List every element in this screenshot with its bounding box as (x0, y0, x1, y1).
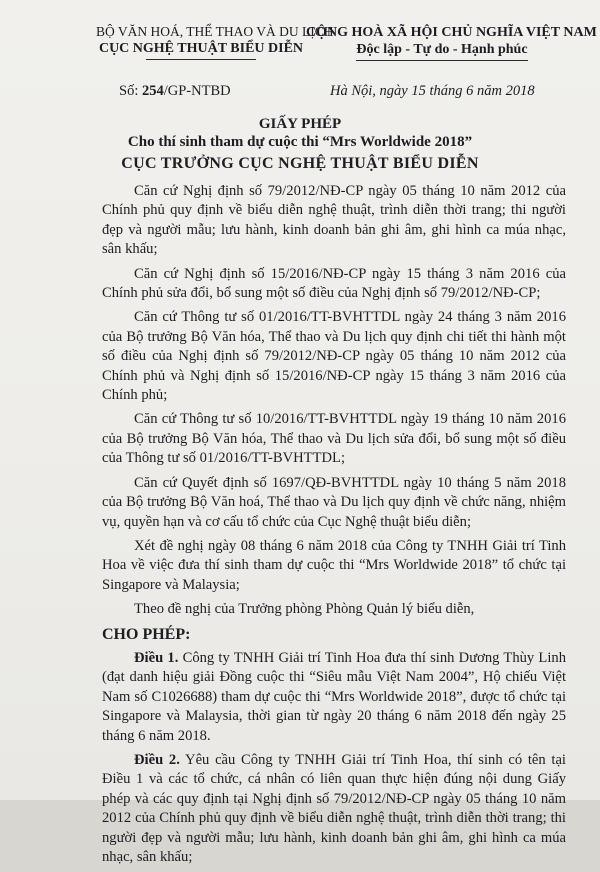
issue-date: Hà Nội, ngày 15 tháng 6 năm 2018 (330, 83, 535, 99)
national-motto (306, 24, 597, 61)
document-number (119, 83, 231, 100)
country-name: CỘNG HOÀ XÃ HỘI CHỦ NGHĨA VIỆT NAM (306, 25, 597, 40)
article-1 (102, 649, 566, 746)
motto: Độc lập - Tự do - Hạnh phúc (356, 42, 528, 57)
basis-paragraph-2: Căn cứ Nghị định số 15/2016/NĐ-CP ngày 15 tháng 3 năm 2016 của Chính phủ sửa đổi, bổ sung một số điều của Nghị định số 79/2012/NĐ-CP; (102, 265, 566, 302)
document-title (0, 115, 600, 175)
department-name: CỤC NGHỆ THUẬT BIỂU DIỄN (98, 41, 304, 56)
article-1-label: Điều 1. (134, 649, 179, 666)
title-subject: Cho thí sinh tham dự cuộc thi “Mrs Worldwide 2018” (127, 134, 473, 150)
title-main: GIẤY PHÉP (258, 116, 342, 132)
basis-paragraph-1: Căn cứ Nghị định số 79/2012/NĐ-CP ngày 05 tháng 10 năm 2012 của Chính phủ quy định về biểu diễn nghệ thuật, trình diễn thời trang; thi người đẹp và người mẫu; lưu hành, kinh doanh bản ghi âm, ghi hình ca múa nhạc, sân khấu; (102, 183, 566, 258)
proposal-paragraph: Theo đề nghị của Trưởng phòng Phòng Quản lý biểu diễn, (134, 601, 475, 618)
ref-suffix: /GP-NTBD (163, 83, 231, 99)
motto-underline (356, 60, 528, 61)
basis-paragraph-4: Căn cứ Thông tư số 10/2016/TT-BVHTTDL ngày 19 tháng 10 năm 2016 của Bộ trưởng Bộ Văn hóa, Thể thao và Du lịch sửa đổi, bổ sung một số điều của Thông tư số 01/2016/TT-BVHTTDL; (102, 411, 566, 467)
reference-line (0, 83, 600, 103)
ministry-name: BỘ VĂN HOÁ, THỂ THAO VÀ DU LỊCH (96, 24, 334, 39)
article-2-text: Yêu cầu Công ty TNHH Giải trí Tinh Hoa, thí sinh có tên tại Điều 1 và các tổ chức, cá nhân có liên quan thực hiện đúng nội dung Giấy phép và các quy định tại Nghị định số 79/2012/NĐ-CP ngày 05 tháng 10 năm 2012 của Chính phủ quy định về biểu diễn nghệ thuật, trình diễn thời trang; thi người đẹp và người mẫu; lưu hành, kinh doanh bản ghi âm, ghi hình ca múa nhạc, sân khấu; (102, 751, 566, 865)
consideration-paragraph: Xét đề nghị ngày 08 tháng 6 năm 2018 của Công ty TNHH Giải trí Tinh Hoa về việc đưa thí sinh tham dự cuộc thi “Mrs Worldwide 2018” tổ chức tại Singapore và Malaysia; (102, 537, 566, 593)
agency-underline (146, 59, 256, 60)
article-2-label: Điều 2. (134, 751, 180, 768)
basis-paragraph-3: Căn cứ Thông tư số 01/2016/TT-BVHTTDL ngày 24 tháng 3 năm 2016 của Bộ trưởng Bộ Văn hóa, Thể thao và Du lịch quy định chi tiết thi hành một số điều của Nghị định số 79/2012/NĐ-CP ngày 05 tháng 10 năm 2012 của Chính phủ và Nghị định số 15/2016/NĐ-CP ngày 15 tháng 3 năm 2016 của Chính phủ; (102, 309, 566, 404)
issuing-agency (96, 24, 334, 60)
document-body (102, 182, 566, 872)
basis-paragraph-5: Căn cứ Quyết định số 1697/QĐ-BVHTTDL ngày 10 tháng 5 năm 2018 của Bộ trưởng Bộ Văn hoá, Thể thao và Du lịch quy định về chức năng, nhiệm vụ, quyền hạn và cơ cấu tổ chức của Cục Nghệ thuật biểu diễn; (102, 474, 566, 530)
document-header (0, 24, 600, 84)
ref-number: 254 (141, 83, 164, 99)
ref-prefix: Số: (119, 83, 142, 99)
article-1-text: Công ty TNHH Giải trí Tinh Hoa đưa thí sinh Dương Thùy Linh (đạt danh hiệu giải Đồng cuộc thi “Siêu mẫu Việt Nam 2004”, Hộ chiếu Việt Nam số C1026688) tham dự cuộc thi “Mrs Worldwide 2018”, được tổ chức tại Singapore và Malaysia, thời gian từ ngày 20 tháng 6 năm 2018 đến ngày 25 tháng 6 năm 2018. (102, 649, 566, 744)
allow-heading: CHO PHÉP: (102, 625, 191, 643)
article-2 (102, 751, 566, 867)
title-authority: CỤC TRƯỞNG CỤC NGHỆ THUẬT BIỂU DIỄN (121, 155, 479, 172)
